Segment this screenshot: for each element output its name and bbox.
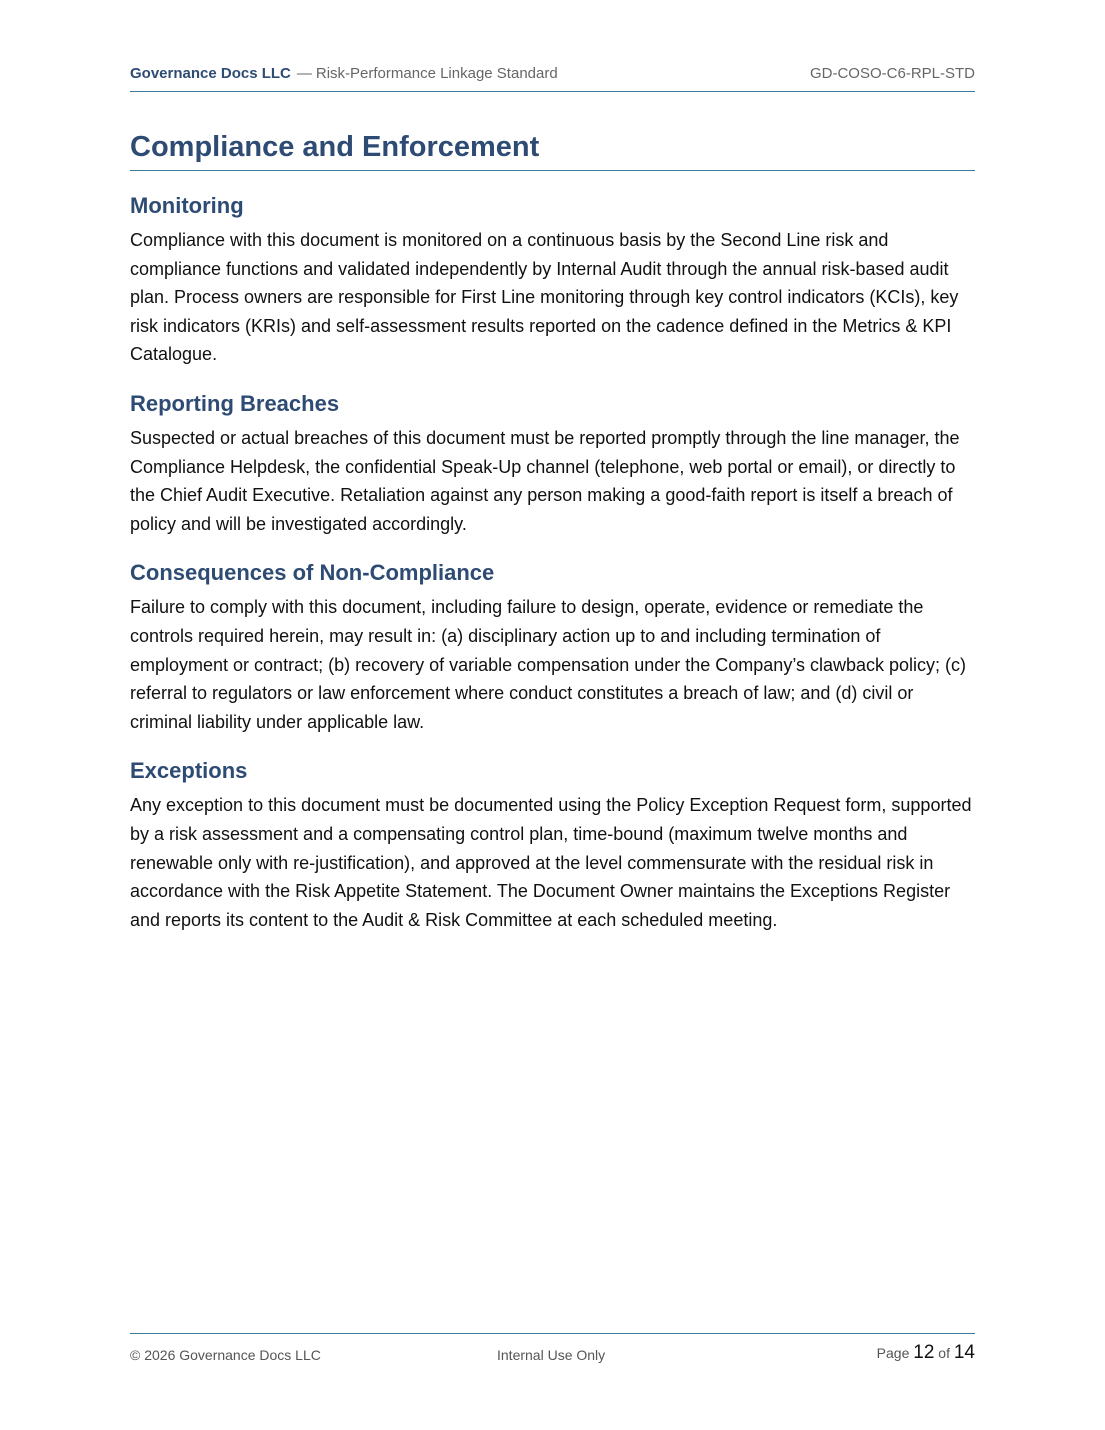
header-left <box>130 65 558 82</box>
document-page <box>130 0 975 1430</box>
page-title: Compliance and Enforcement <box>130 128 975 171</box>
main-content <box>130 128 975 934</box>
section-body: Suspected or actual breaches of this document must be reported promptly through the line manager, the Compliance Helpdesk, the confidential Speak-Up channel (telephone, web portal or email), or directly to the Chief Audit Executive. Retaliation against any person making a good-faith report is itself a breach of policy and will be investigated accordingly. <box>130 427 960 534</box>
section-heading: Exceptions <box>130 758 248 784</box>
organization-name: Governance Docs LLC <box>130 65 291 82</box>
page-of-label: of <box>938 1345 950 1361</box>
page-current: 12 <box>913 1342 935 1363</box>
section-reporting-breaches <box>130 389 975 538</box>
footer-copyright: © 2026 Governance Docs LLC <box>130 1347 321 1363</box>
section-body: Failure to comply with this document, including failure to design, operate, evidence or remediate the controls required herein, may result in: (a) disciplinary action up to and including termination of employment or contract; (b) recovery of variable compensation under the Company’s clawback policy; (c) referral to regulators or law enforcement where conduct constitutes a breach of law; and (d) civil or criminal liability under applicable law. <box>130 597 967 732</box>
section-monitoring <box>130 191 975 369</box>
document-title: Risk-Performance Linkage Standard <box>315 65 558 82</box>
footer-classification: Internal Use Only <box>497 1347 606 1363</box>
section-consequences <box>130 558 975 736</box>
page-total: 14 <box>953 1342 975 1363</box>
page-number <box>877 1342 975 1364</box>
section-heading: Reporting Breaches <box>130 390 340 416</box>
section-body: Any exception to this document must be documented using the Policy Exception Request form, supported by a risk assessment and a compensating control plan, time-bound (maximum twelve months and renewable only with re-justification), and approved at the level commensurate with the residual risk in accordance with the Risk Appetite Statement. The Document Owner maintains the Exceptions Register and reports its content to the Audit & Risk Committee at each scheduled meeting. <box>130 795 972 930</box>
section-body: Compliance with this document is monitored on a continuous basis by the Second Line risk and compliance functions and validated independently by Internal Audit through the annual risk-based audit plan. Process owners are responsible for First Line monitoring through key control indicators (KCIs), key risk indicators (KRIs) and self-assessment results reported on the cadence defined in the Metrics & KPI Catalogue. <box>130 230 959 365</box>
document-code: GD-COSO-C6-RPL-STD <box>809 65 975 82</box>
header-separator: — <box>296 65 312 82</box>
page-header <box>130 62 975 92</box>
section-heading: Consequences of Non-Compliance <box>130 560 495 586</box>
page-label: Page <box>876 1345 910 1361</box>
section-exceptions <box>130 756 975 934</box>
section-heading: Monitoring <box>130 193 244 218</box>
page-footer <box>130 1333 975 1363</box>
